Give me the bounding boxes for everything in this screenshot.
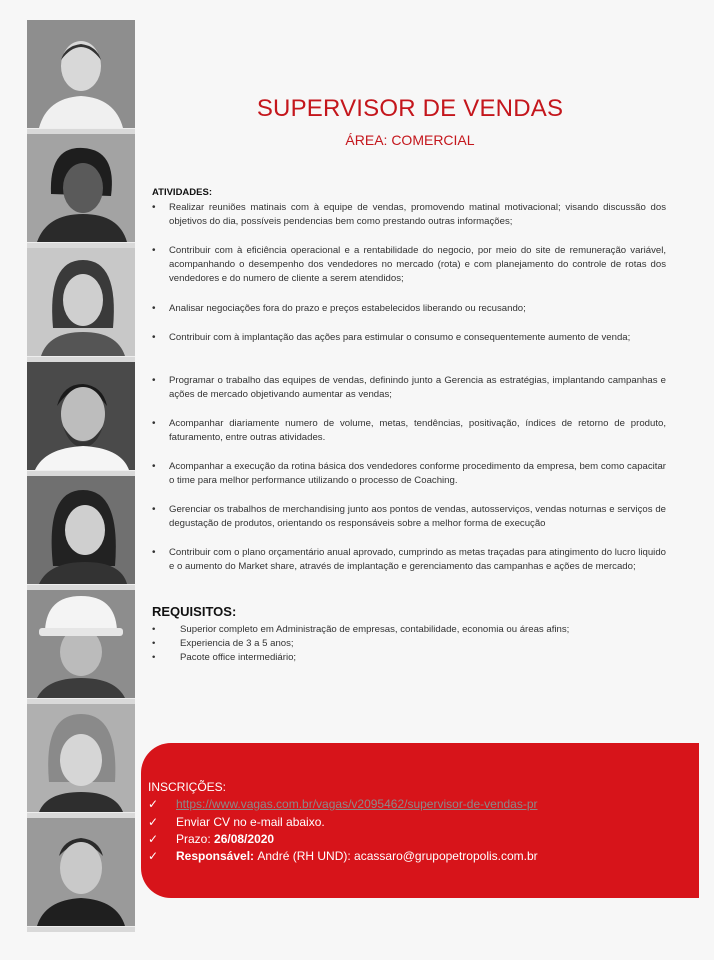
bullet: • — [152, 461, 156, 472]
check-icon: ✓ — [148, 849, 159, 863]
activity-item — [152, 244, 666, 286]
inscricoes-link-row — [148, 797, 538, 811]
bullet: • — [152, 547, 156, 558]
inscricoes-heading: INSCRIÇÕES: — [148, 780, 227, 794]
portrait-photo — [27, 248, 135, 357]
responsavel-contact[interactable]: André (RH UND): acassaro@grupopetropolis.com.br — [257, 849, 538, 863]
portrait-photo — [27, 476, 135, 585]
portrait-photo — [27, 134, 135, 243]
inscricoes-responsavel-row — [148, 849, 538, 863]
activity-item — [152, 460, 666, 488]
requirement-item — [152, 624, 672, 635]
activity-text: Programar o trabalho das equipes de vendas, definindo junto a Gerencia as estratégias, implantando campanhas e ações de mercado objetivando aumentar as vendas; — [169, 375, 666, 400]
bullet: • — [152, 245, 156, 256]
atividades-heading: ATIVIDADES: — [152, 187, 212, 198]
bullet: • — [152, 418, 156, 429]
check-icon: ✓ — [148, 797, 159, 811]
activity-text: Acompanhar diariamente numero de volume, metas, tendências, positivação, índices de retorno de produto, faturamento, entre outras atividades. — [169, 418, 666, 443]
portrait-photo — [27, 818, 135, 927]
portrait-photo — [27, 20, 135, 129]
bullet: • — [152, 332, 156, 343]
portrait-photo — [27, 704, 135, 813]
prazo-value: 26/08/2020 — [214, 832, 275, 846]
activity-text: Contribuir com à implantação das ações para estimular o consumo e consequentemente aumento de venda; — [169, 332, 631, 343]
requirement-item — [152, 638, 672, 649]
photo-strip — [27, 20, 135, 932]
bullet: • — [152, 624, 156, 635]
page-subtitle: ÁREA: COMERCIAL — [345, 132, 475, 148]
activity-item — [152, 201, 666, 229]
cv-instruction: Enviar CV no e-mail abaixo. — [176, 815, 325, 829]
activity-item — [152, 503, 666, 531]
bullet: • — [152, 375, 156, 386]
bullet: • — [152, 303, 156, 314]
requirement-text: Superior completo em Administração de empresas, contabilidade, economia ou áreas afins; — [180, 624, 570, 635]
activity-item — [152, 331, 666, 345]
bullet: • — [152, 202, 156, 213]
requirement-text: Experiencia de 3 a 5 anos; — [180, 638, 294, 649]
inscricoes-cv-row — [148, 815, 325, 829]
activity-item — [152, 417, 666, 445]
check-icon: ✓ — [148, 815, 159, 829]
activity-text: Acompanhar a execução da rotina básica dos vendedores conforme procedimento da empresa, bem como capacitar o time para melhor performance utilizando o processo de Coaching. — [169, 461, 666, 486]
requirement-text: Pacote office intermediário; — [180, 652, 297, 663]
responsavel-label: Responsável: — [176, 849, 255, 863]
check-icon: ✓ — [148, 832, 159, 846]
activity-item — [152, 546, 666, 574]
bullet: • — [152, 652, 156, 663]
bullet: • — [152, 638, 156, 649]
activity-text: Contribuir com à eficiência operacional e a rentabilidade do negocio, por meio do site de remuneração variável, acompanhando o desempenho dos vendedores no mercado (rota) e com planejamento do controle de rotas dos vendedores e do numero de cliente a serem atendidos; — [169, 245, 666, 284]
prazo-label: Prazo: — [176, 832, 211, 846]
portrait-photo — [27, 590, 135, 699]
activity-item — [152, 374, 666, 402]
activity-text: Contribuir com o plano orçamentário anual aprovado, cumprindo as metas traçadas para atingimento do lucro liquido e o aumento do Market share, através de implantação e gerenciamento das campanhas e ações de mercado; — [169, 547, 666, 572]
portrait-photo — [27, 362, 135, 471]
requirement-item — [152, 652, 672, 663]
page-title: SUPERVISOR DE VENDAS — [256, 95, 564, 122]
bullet: • — [152, 504, 156, 515]
activity-text: Realizar reuniões matinais com à equipe de vendas, promovendo matinal motivacional; visando discussão dos objetivos do dia, possíveis pendencias bem como prestando outras informações; — [169, 202, 666, 227]
vagas-link[interactable]: https://www.vagas.com.br/vagas/v2095462/supervisor-de-vendas-pr — [176, 797, 538, 811]
requisitos-heading: REQUISITOS: — [152, 604, 237, 619]
activity-item — [152, 302, 666, 316]
activity-text: Gerenciar os trabalhos de merchandising junto aos pontos de vendas, autosserviços, vendas noturnas e serviços de degustação de produtos, orientando os responsáveis sobre a melhor forma de execução — [169, 504, 666, 529]
inscricoes-prazo-row — [148, 832, 274, 846]
activity-text: Analisar negociações fora do prazo e preços estabelecidos liberando ou recusando; — [169, 303, 526, 314]
